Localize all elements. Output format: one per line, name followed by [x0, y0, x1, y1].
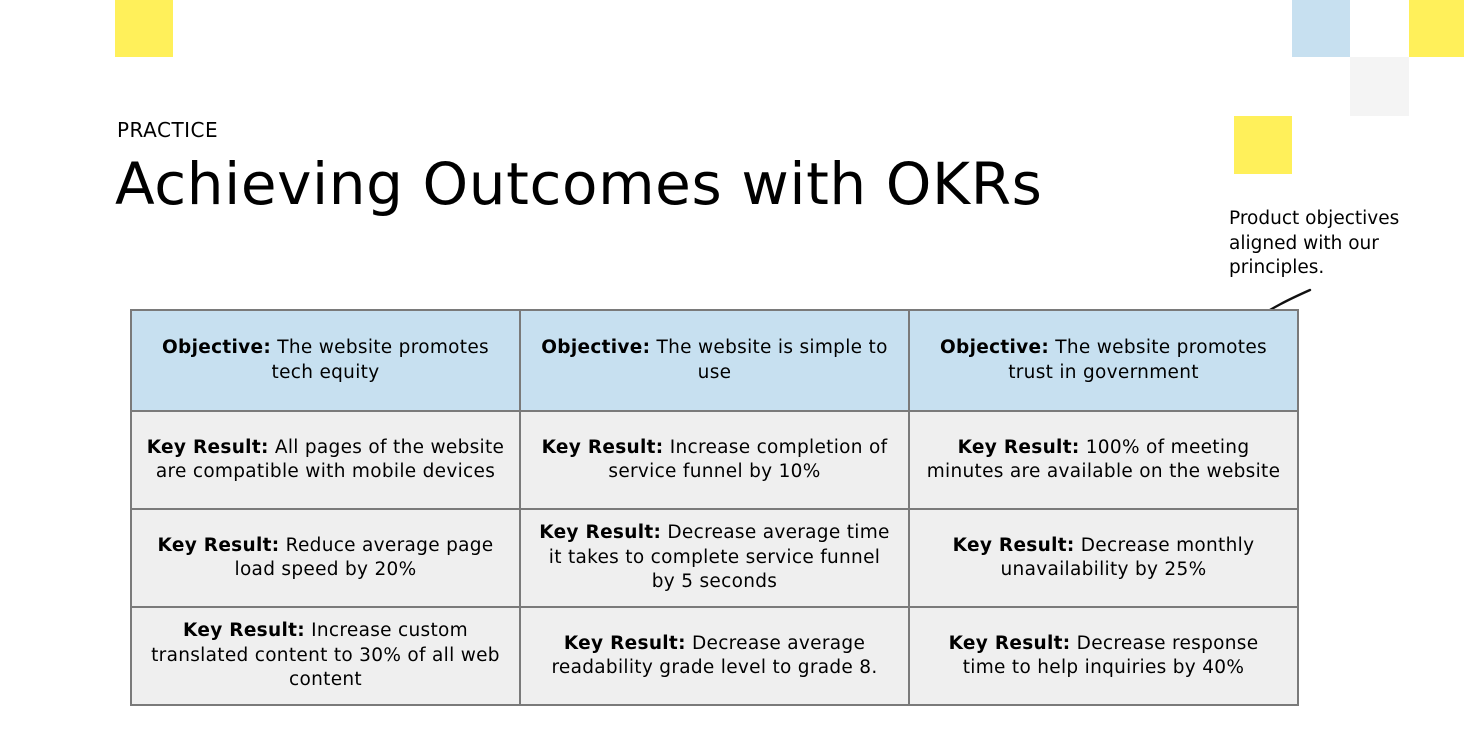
key-result-label: Key Result:: [157, 534, 280, 556]
decorative-square-yellow: [1409, 0, 1464, 57]
objective-cell: [520, 310, 909, 411]
key-result-text: All pages of the website are compatible with mobile devices: [155, 436, 505, 482]
objective-text: The website is simple to use: [656, 337, 888, 383]
key-result-label: Key Result:: [948, 632, 1071, 654]
annotation-note: Product objectives aligned with our principles.: [1229, 208, 1400, 278]
objective-cell: [131, 310, 520, 411]
key-result-cell: [131, 607, 520, 705]
section-eyebrow: PRACTICE: [117, 118, 219, 142]
key-results-row: [131, 607, 1298, 705]
decorative-square-blue: [1292, 0, 1350, 57]
key-result-text: Decrease average time it takes to complete service funnel by 5 seconds: [548, 522, 890, 593]
key-result-label: Key Result:: [541, 436, 664, 458]
decorative-square-yellow: [115, 0, 173, 57]
key-result-label: Key Result:: [957, 436, 1080, 458]
key-result-cell: [909, 411, 1298, 509]
key-results-row: [131, 509, 1298, 607]
decorative-square-yellow: [1234, 116, 1292, 174]
key-result-label: Key Result:: [146, 436, 269, 458]
page-title: Achieving Outcomes with OKRs: [115, 150, 1043, 218]
objective-cell: [909, 310, 1298, 411]
objectives-row: [131, 310, 1298, 411]
key-result-label: Key Result:: [183, 620, 305, 642]
key-result-label: Key Result:: [952, 534, 1075, 556]
key-results-row: [131, 411, 1298, 509]
key-result-cell: [520, 509, 909, 607]
key-result-cell: [520, 607, 909, 705]
key-result-cell: [909, 509, 1298, 607]
key-result-text: Decrease monthly unavailability by 25%: [1000, 534, 1255, 580]
key-result-cell: [520, 411, 909, 509]
objective-label: Objective:: [541, 337, 651, 358]
key-result-cell: [131, 411, 520, 509]
objective-label: Objective:: [940, 337, 1050, 358]
objective-text: The website promotes trust in government: [1008, 337, 1267, 383]
key-result-text: Increase custom translated content to 30% of all web content: [151, 620, 500, 691]
objective-label: Objective:: [162, 337, 272, 358]
objective-text: The website promotes tech equity: [271, 337, 489, 383]
key-result-cell: [131, 509, 520, 607]
key-result-text: Reduce average page load speed by 20%: [234, 534, 494, 580]
key-result-label: Key Result:: [563, 632, 686, 654]
key-result-text: Decrease average readability grade level to grade 8.: [551, 632, 878, 678]
key-result-text: Decrease response time to help inquiries by 40%: [962, 632, 1259, 678]
okr-table: [130, 309, 1299, 706]
key-result-label: Key Result:: [539, 522, 662, 544]
key-result-text: Increase completion of service funnel by 10%: [608, 436, 888, 482]
decorative-square-gray: [1350, 57, 1409, 116]
key-result-cell: [909, 607, 1298, 705]
key-result-text: 100% of meeting minutes are available on the website: [926, 436, 1281, 482]
